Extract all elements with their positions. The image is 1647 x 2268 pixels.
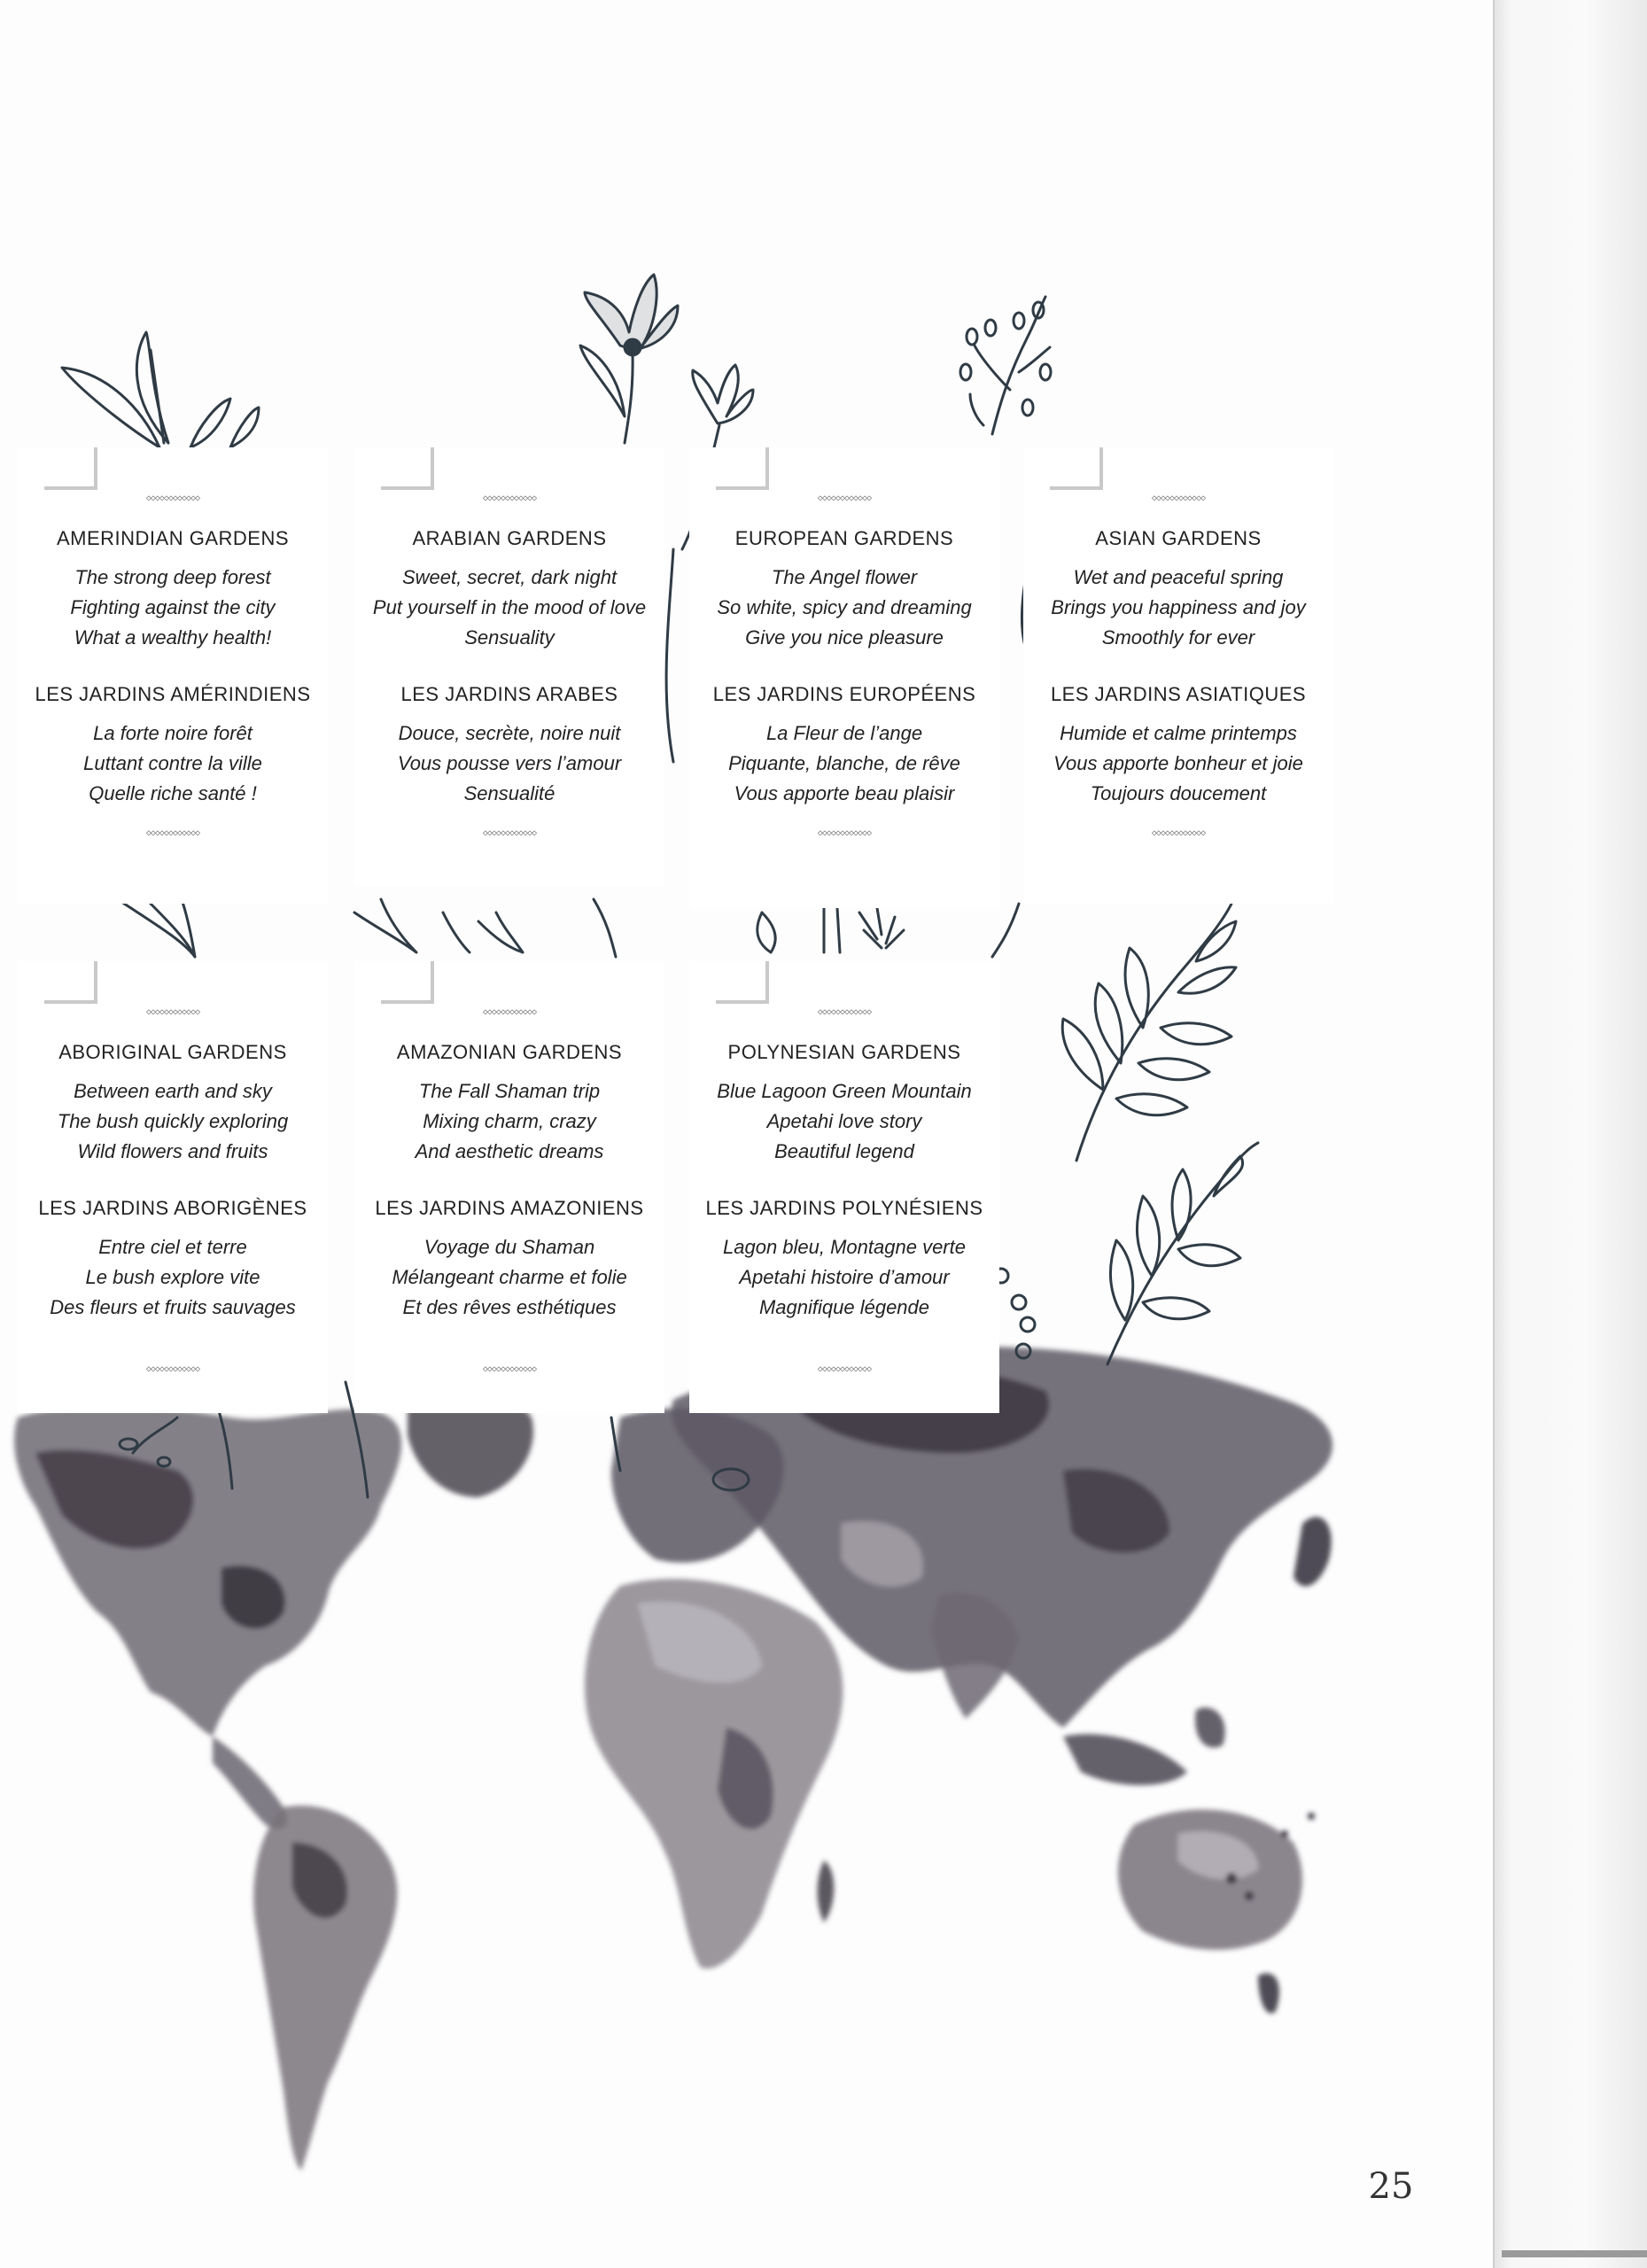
poem-line: Sensuality [464, 626, 555, 649]
world-map [14, 1345, 1332, 2171]
poem-line: Wet and peaceful spring [1073, 566, 1284, 588]
card-corner-mark [381, 961, 434, 1004]
card-title-english: POLYNESIAN GARDENS [727, 1041, 961, 1063]
page-number: 25 [1368, 2166, 1414, 2207]
poem-line: Voyage du Shaman [423, 1236, 595, 1258]
poem-line: Brings you happiness and joy [1051, 596, 1306, 618]
ornament-divider-bottom: ◇◇◇◇◇◇◇◇◇◇◇◇ [1151, 828, 1206, 838]
card-title-english: AMAZONIAN GARDENS [396, 1041, 623, 1063]
australia-landmass [1118, 1810, 1302, 1950]
poem-line: Vous pousse vers l’amour [397, 752, 622, 774]
poem-line: Between earth and sky [74, 1080, 272, 1102]
ornament-divider-bottom: ◇◇◇◇◇◇◇◇◇◇◇◇ [145, 1364, 200, 1374]
card-title-english: EUROPEAN GARDENS [734, 527, 954, 549]
poem-line: Lagon bleu, Montagne verte [723, 1236, 966, 1258]
poem-line: Smoothly for ever [1101, 626, 1255, 649]
poem-line: Wild flowers and fruits [77, 1140, 268, 1162]
leaf-drawing-1 [136, 332, 168, 443]
card-corner-mark [716, 961, 769, 1004]
star-flower-drawing [693, 365, 753, 423]
card-title-french: LES JARDINS AMAZONIENS [375, 1197, 644, 1219]
garden-card-polynesian [689, 961, 999, 1413]
poem-line: Mélangeant charme et folie [392, 1266, 627, 1288]
card-poem-french [689, 1232, 999, 1323]
card-poem-english [354, 563, 664, 653]
ornament-divider-bottom: ◇◇◇◇◇◇◇◇◇◇◇◇ [817, 828, 872, 838]
card-title-english: ASIAN GARDENS [1095, 527, 1262, 549]
poem-line: Vous apporte bonheur et joie [1053, 752, 1303, 774]
poem-line: Blue Lagoon Green Mountain [717, 1080, 972, 1102]
ornament-divider-top: ◇◇◇◇◇◇◇◇◇◇◇◇ [817, 493, 872, 503]
poem-line: Apetahi histoire d’amour [739, 1266, 950, 1288]
central-america-landmass [213, 1736, 287, 1829]
poem-line: Vous apporte beau plaisir [734, 782, 955, 804]
poem-line: Give you nice pleasure [745, 626, 944, 649]
card-corner-mark [44, 447, 97, 490]
card-poem-english [689, 563, 999, 653]
thin-stem-1 [666, 549, 673, 762]
poem-line: Des fleurs et fruits sauvages [50, 1296, 296, 1318]
poem-line: The Angel flower [771, 566, 918, 588]
poem-line: Sensualité [463, 782, 555, 804]
ornament-divider-bottom: ◇◇◇◇◇◇◇◇◇◇◇◇ [145, 828, 200, 838]
card-poem-french [1023, 718, 1333, 809]
card-title-english: ABORIGINAL GARDENS [58, 1041, 287, 1063]
garden-card-asian [1023, 447, 1333, 904]
poem-line: Et des rêves esthétiques [402, 1296, 617, 1318]
ornament-divider-top: ◇◇◇◇◇◇◇◇◇◇◇◇ [1151, 493, 1206, 503]
poem-line: La forte noire forêt [93, 722, 252, 744]
poem-line: Luttant contre la ville [83, 752, 262, 774]
card-title-french: LES JARDINS EUROPÉENS [712, 683, 976, 705]
poem-line: Toujours doucement [1090, 782, 1267, 804]
garden-card-arabian [354, 447, 664, 886]
card-title-french: LES JARDINS ABORIGÈNES [38, 1197, 307, 1219]
poem-line: The strong deep forest [74, 566, 271, 588]
card-title-english: AMERINDIAN GARDENS [56, 527, 290, 549]
garden-card-amazonian [354, 961, 664, 1413]
ornament-divider-top: ◇◇◇◇◇◇◇◇◇◇◇◇ [482, 1007, 537, 1017]
card-poem-english [18, 1076, 328, 1167]
card-corner-mark [381, 447, 434, 490]
poem-line: Beautiful legend [774, 1140, 914, 1162]
poem-line: So white, spicy and dreaming [717, 596, 972, 618]
poem-line: La Fleur de l’ange [765, 722, 923, 744]
poem-line: Mixing charm, crazy [423, 1110, 596, 1132]
poem-line: Humide et calme printemps [1060, 722, 1297, 744]
card-poem-french [18, 1232, 328, 1323]
card-corner-mark [44, 961, 97, 1004]
poem-line: Entre ciel et terre [98, 1236, 247, 1258]
card-poem-english [354, 1076, 664, 1167]
card-poem-french [354, 1232, 664, 1323]
card-title-english: ARABIAN GARDENS [412, 527, 607, 549]
ornament-divider-top: ◇◇◇◇◇◇◇◇◇◇◇◇ [817, 1007, 872, 1017]
leaf-drawing-3 [190, 399, 230, 447]
garden-card-amerindian [18, 447, 328, 904]
card-title-french: LES JARDINS ARABES [400, 683, 618, 705]
card-corner-mark [716, 447, 769, 490]
ornament-divider-top: ◇◇◇◇◇◇◇◇◇◇◇◇ [482, 493, 537, 503]
card-poem-french [354, 718, 664, 809]
card-poem-french [18, 718, 328, 809]
ornament-divider-bottom: ◇◇◇◇◇◇◇◇◇◇◇◇ [817, 1364, 872, 1374]
garden-card-aboriginal [18, 961, 328, 1413]
poem-line: The Fall Shaman trip [418, 1080, 601, 1102]
poem-line: Magnifique légende [758, 1296, 930, 1318]
flower-stem-1 [625, 354, 633, 443]
card-title-french: LES JARDINS AMÉRINDIENS [35, 683, 311, 705]
card-corner-mark [1050, 447, 1103, 490]
poem-line: Put yourself in the mood of love [372, 596, 647, 618]
garden-card-european [689, 447, 999, 908]
poem-line: Sweet, secret, dark night [401, 566, 618, 588]
poem-line: Quelle riche santé ! [89, 782, 257, 804]
poem-line: What a wealthy health! [74, 626, 272, 649]
poem-line: Douce, secrète, noire nuit [398, 722, 621, 744]
card-poem-english [18, 563, 328, 653]
poem-line: Apetahi love story [766, 1110, 922, 1132]
poem-line: Fighting against the city [70, 596, 276, 618]
ornament-divider-bottom: ◇◇◇◇◇◇◇◇◇◇◇◇ [482, 1364, 537, 1374]
leaf-drawing-4 [230, 408, 259, 447]
ornament-divider-top: ◇◇◇◇◇◇◇◇◇◇◇◇ [145, 1007, 200, 1017]
card-title-french: LES JARDINS ASIATIQUES [1050, 683, 1307, 705]
card-poem-french [689, 718, 999, 809]
card-poem-english [689, 1076, 999, 1167]
ornament-divider-bottom: ◇◇◇◇◇◇◇◇◇◇◇◇ [482, 828, 537, 838]
poem-line: Le bush explore vite [85, 1266, 260, 1288]
poem-line: Piquante, blanche, de rêve [728, 752, 960, 774]
card-poem-english [1023, 563, 1333, 653]
poem-line: The bush quickly exploring [57, 1110, 289, 1132]
card-title-french: LES JARDINS POLYNÉSIENS [705, 1197, 983, 1219]
ornament-divider-top: ◇◇◇◇◇◇◇◇◇◇◇◇ [145, 493, 200, 503]
poem-line: And aesthetic dreams [415, 1140, 604, 1162]
